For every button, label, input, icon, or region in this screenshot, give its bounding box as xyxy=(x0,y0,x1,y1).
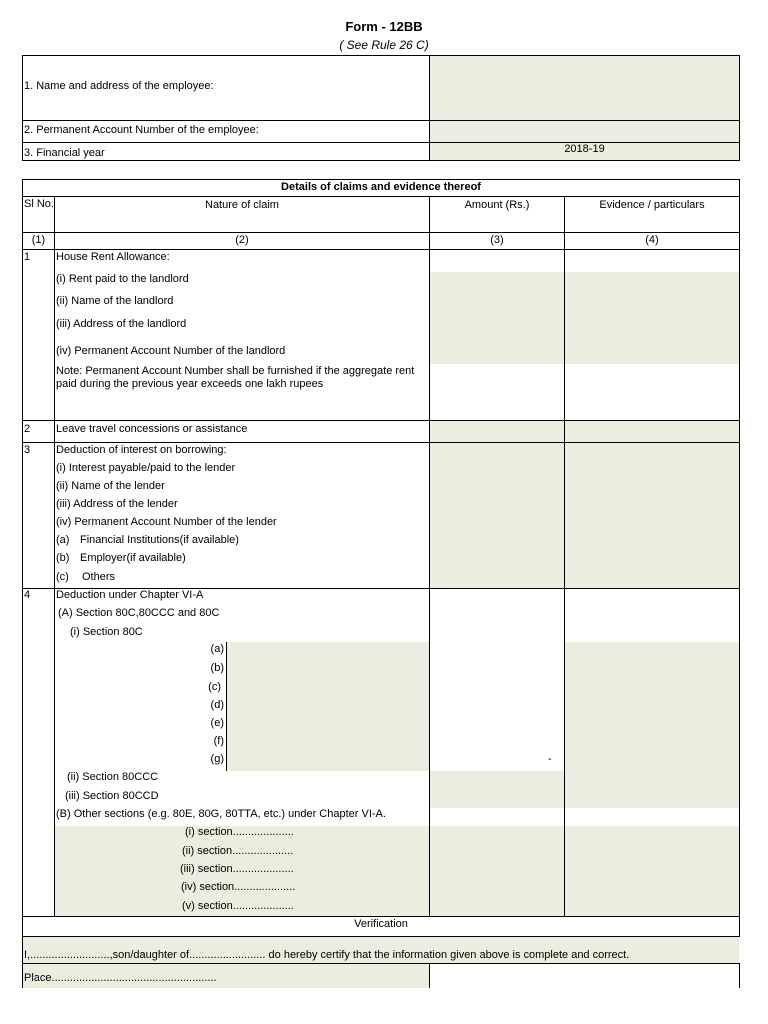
col-header-amount: Amount (Rs.) xyxy=(464,199,530,211)
col-number-4: (4) xyxy=(645,234,659,246)
section-a-label: (A) Section 80C,80CCC and 80C xyxy=(58,607,220,619)
other-section-line: (v) section.................... xyxy=(182,900,294,912)
employee-name-label: 1. Name and address of the employee: xyxy=(24,80,214,92)
verification-heading: Verification xyxy=(354,918,408,930)
ltc-amount-input[interactable] xyxy=(430,421,564,442)
section-80c-evidence-input[interactable] xyxy=(565,642,739,771)
interest-item: (ii) Name of the lender xyxy=(56,480,165,492)
ltc-title: Leave travel concessions or assistance xyxy=(56,423,248,435)
other-section-line: (iii) section.................... xyxy=(180,863,294,875)
interest-title: Deduction of interest on borrowing: xyxy=(56,444,227,456)
other-section-line: (ii) section.................... xyxy=(182,845,294,857)
place-label: Place...................................................... xyxy=(24,972,217,984)
interest-subitem-label: Others xyxy=(82,571,116,583)
interest-subitem-marker: (b) xyxy=(56,552,70,564)
hra-item: (iii) Address of the landlord xyxy=(56,318,187,330)
employee-name-input[interactable] xyxy=(430,56,739,120)
other-section-line: (i) section.................... xyxy=(185,826,294,838)
section-80c-label: (i) Section 80C xyxy=(70,626,143,638)
section-80ccd-label: (iii) Section 80CCD xyxy=(65,790,159,802)
financial-year-value: 2018-19 xyxy=(564,143,605,155)
interest-item: (i) Interest payable/paid to the lender xyxy=(56,462,236,474)
claims-heading: Details of claims and evidence thereof xyxy=(281,181,481,193)
other-sections-input[interactable] xyxy=(55,826,564,916)
col-header-sl: Sl No. xyxy=(24,198,54,210)
section-b-label: (B) Other sections (e.g. 80E, 80G, 80TTA, etc.) under Chapter VI-A. xyxy=(56,808,386,820)
section-80c-letter: (d) xyxy=(210,699,224,711)
section-80c-letter: (b) xyxy=(210,662,224,674)
interest-item: (iv) Permanent Account Number of the lender xyxy=(56,516,277,528)
col-number-3: (3) xyxy=(490,234,504,246)
other-sections-evidence-input[interactable] xyxy=(565,826,739,916)
section-80c-items-input[interactable] xyxy=(227,642,429,771)
section-80c-total: - xyxy=(548,753,552,765)
interest-subitem-marker: (c) xyxy=(56,571,69,583)
section-80c-letter: (c) xyxy=(208,681,221,693)
col-number-1: (1) xyxy=(31,234,46,246)
form-subtitle: ( See Rule 26 C) xyxy=(339,38,429,52)
interest-evidence-input[interactable] xyxy=(565,443,739,588)
hra-item: (iv) Permanent Account Number of the landlord xyxy=(56,345,286,357)
verification-statement: I,..........................,son/daughter of......................... do hereby certify that the information given above is complete and correct. xyxy=(24,949,630,961)
hra-title: House Rent Allowance: xyxy=(56,251,170,263)
ltc-evidence-input[interactable] xyxy=(565,421,739,442)
col-header-nature: Nature of claim xyxy=(205,199,279,211)
hra-evidence-input[interactable] xyxy=(565,272,739,364)
hra-sl: 1 xyxy=(24,251,31,263)
form-title: Form - 12BB xyxy=(345,19,423,34)
interest-item: (iii) Address of the lender xyxy=(56,498,178,510)
hra-note: Note: Permanent Account Number shall be furnished if the aggregate rent paid during the previous year exceeds one lakh rupees xyxy=(56,365,415,390)
interest-subitem-marker: (a) xyxy=(56,534,70,546)
section-80c-letter: (f) xyxy=(213,735,224,747)
section-80c-letter: (e) xyxy=(210,717,224,729)
interest-subitem-label: Financial Institutions(if available) xyxy=(80,534,239,546)
chapter6a-sl: 4 xyxy=(24,589,31,601)
section-80ccc-80ccd-evidence-input[interactable] xyxy=(565,771,739,808)
hra-amount-input[interactable] xyxy=(430,272,564,364)
section-80c-letter: (a) xyxy=(210,643,224,655)
ltc-sl: 2 xyxy=(24,423,31,435)
section-80c-letter: (g) xyxy=(210,753,224,765)
section-80ccc-label: (ii) Section 80CCC xyxy=(67,771,159,783)
section-80ccc-80ccd-amount-input[interactable] xyxy=(430,771,564,808)
chapter6a-title: Deduction under Chapter VI-A xyxy=(56,589,204,601)
col-header-evidence: Evidence / particulars xyxy=(599,199,705,211)
financial-year-label: 3. Financial year xyxy=(24,147,105,159)
other-section-line: (iv) section.................... xyxy=(181,881,296,893)
interest-sl: 3 xyxy=(24,444,31,456)
employee-pan-input[interactable] xyxy=(430,121,739,142)
col-number-2: (2) xyxy=(235,234,249,246)
employee-pan-label: 2. Permanent Account Number of the employee: xyxy=(24,124,259,136)
hra-item: (ii) Name of the landlord xyxy=(56,295,174,307)
interest-subitem-label: Employer(if available) xyxy=(80,552,186,564)
hra-item: (i) Rent paid to the landlord xyxy=(56,273,189,285)
interest-amount-input[interactable] xyxy=(430,443,564,588)
